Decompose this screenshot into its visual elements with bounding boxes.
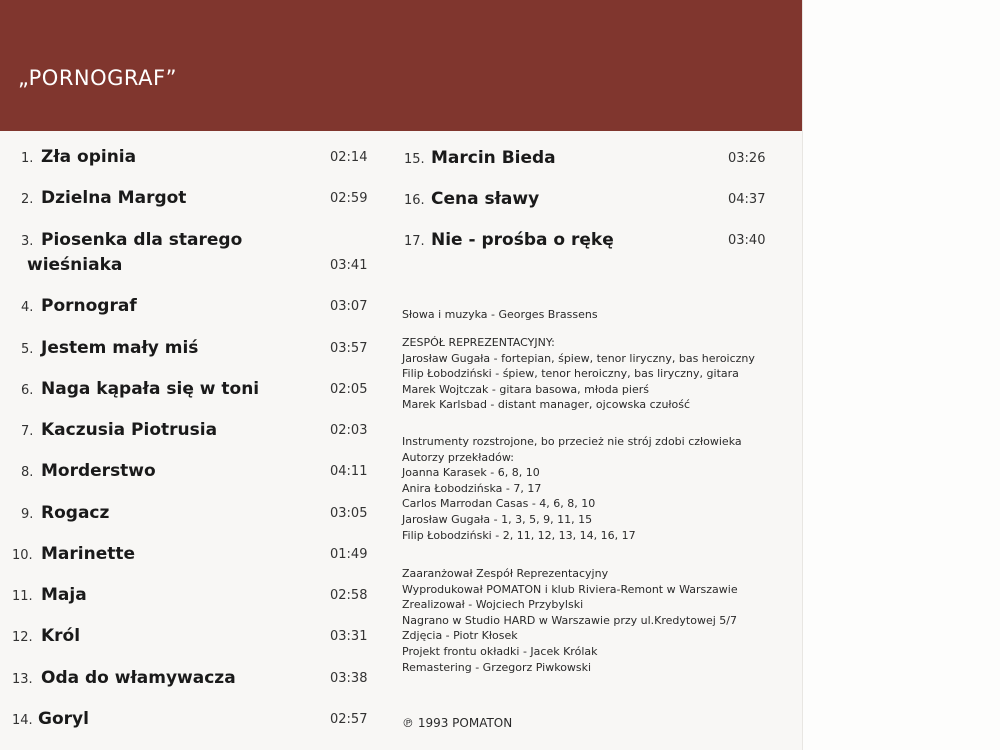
track-number: 13. bbox=[12, 672, 33, 687]
track-number: 17. bbox=[404, 234, 425, 249]
track-row bbox=[12, 668, 381, 696]
track-duration: 01:49 bbox=[330, 547, 368, 562]
track-title: Marcin Bieda bbox=[431, 148, 556, 168]
track-number: 5. bbox=[21, 342, 34, 357]
track-row bbox=[12, 585, 381, 613]
track-title: Rogacz bbox=[41, 503, 110, 523]
track-title: Marinette bbox=[41, 544, 136, 564]
production-line: Zaaranżował Zespół Reprezentacyjny bbox=[402, 567, 609, 580]
production-line: Zrealizował - Wojciech Przybylski bbox=[402, 598, 584, 612]
track-title: Morderstwo bbox=[41, 461, 156, 481]
track-row bbox=[21, 296, 381, 324]
track-duration: 03:31 bbox=[330, 629, 368, 644]
track-duration: 02:57 bbox=[330, 712, 368, 727]
track-duration: 04:37 bbox=[728, 192, 766, 207]
translator: Carlos Marrodan Casas - 4, 6, 8, 10 bbox=[402, 497, 596, 511]
track-row bbox=[21, 461, 381, 489]
translator: Joanna Karasek - 6, 8, 10 bbox=[402, 466, 540, 480]
track-duration: 03:40 bbox=[728, 233, 766, 248]
track-number: 1. bbox=[21, 151, 34, 166]
track-number: 15. bbox=[404, 152, 425, 167]
track-title: Cena sławy bbox=[431, 189, 540, 209]
translator: Jarosław Gugała - 1, 3, 5, 9, 11, 15 bbox=[402, 512, 593, 526]
track-number: 10. bbox=[12, 548, 33, 563]
title-banner bbox=[0, 0, 802, 131]
track-duration: 02:03 bbox=[330, 423, 368, 438]
track-title-continued: wieśniaka bbox=[27, 255, 123, 275]
band-member: Marek Wojtczak - gitara basowa, młoda pierś bbox=[402, 382, 649, 396]
translators-header: Autorzy przekładów: bbox=[402, 450, 514, 464]
credits-translators bbox=[402, 434, 742, 543]
copyright-text: ℗ 1993 POMATON bbox=[402, 716, 513, 730]
track-title: Nie - prośba o rękę bbox=[431, 230, 614, 250]
track-title: Dzielna Margot bbox=[41, 188, 187, 208]
track-number: 2. bbox=[21, 192, 34, 207]
production-line: Remastering - Grzegorz Piwkowski bbox=[402, 660, 592, 674]
track-title: Zła opinia bbox=[41, 147, 137, 167]
production-line: Nagrano w Studio HARD w Warszawie przy ul.Kredytowej 5/7 bbox=[402, 613, 737, 627]
track-row bbox=[21, 230, 381, 280]
track-title: Król bbox=[41, 626, 81, 646]
track-number: 7. bbox=[21, 424, 34, 439]
track-row bbox=[404, 148, 774, 176]
credits-production bbox=[402, 566, 738, 675]
track-number: 11. bbox=[12, 589, 33, 604]
track-number: 12. bbox=[12, 630, 33, 645]
track-row bbox=[21, 503, 381, 531]
production-line: Wyprodukował POMATON i klub Riviera-Remont w Warszawie bbox=[402, 582, 738, 596]
page-margin bbox=[802, 0, 1000, 750]
translator: Anira Łobodzińska - 7, 17 bbox=[402, 481, 542, 495]
track-title: Goryl bbox=[38, 709, 89, 729]
track-row bbox=[21, 338, 381, 366]
track-duration: 03:38 bbox=[330, 671, 368, 686]
track-row bbox=[21, 147, 381, 175]
track-row bbox=[12, 709, 381, 737]
track-number: 14. bbox=[12, 713, 33, 728]
track-duration: 03:41 bbox=[330, 258, 368, 273]
band-member: Jarosław Gugała - fortepian, śpiew, tenor liryczny, bas heroiczny bbox=[402, 351, 755, 365]
band-header: ZESPÓŁ REPREZENTACYJNY: bbox=[402, 336, 555, 349]
track-duration: 02:59 bbox=[330, 191, 368, 206]
production-line: Projekt frontu okładki - Jacek Królak bbox=[402, 644, 598, 658]
track-duration: 02:05 bbox=[330, 382, 368, 397]
track-row bbox=[21, 420, 381, 448]
album-title: „PORNOGRAF” bbox=[18, 66, 177, 90]
track-number: 9. bbox=[21, 507, 34, 522]
credit-line: Słowa i muzyka - Georges Brassens bbox=[402, 308, 598, 321]
track-duration: 03:26 bbox=[728, 151, 766, 166]
track-row bbox=[404, 189, 774, 217]
production-line: Zdjęcia - Piotr Kłosek bbox=[402, 629, 518, 643]
copyright-notice bbox=[402, 716, 512, 732]
track-title: Pornograf bbox=[41, 296, 137, 316]
track-title: Oda do włamywacza bbox=[41, 668, 236, 688]
track-duration: 03:05 bbox=[330, 506, 368, 521]
track-number: 4. bbox=[21, 300, 34, 315]
track-title: Kaczusia Piotrusia bbox=[41, 420, 218, 440]
track-duration: 03:07 bbox=[330, 299, 368, 314]
track-row bbox=[21, 379, 381, 407]
credits-band bbox=[402, 335, 755, 413]
track-row bbox=[12, 626, 381, 654]
track-duration: 03:57 bbox=[330, 341, 368, 356]
track-duration: 02:58 bbox=[330, 588, 368, 603]
track-row bbox=[21, 188, 381, 216]
track-duration: 04:11 bbox=[330, 464, 368, 479]
band-member: Filip Łobodziński - śpiew, tenor heroiczny, bas liryczny, gitara bbox=[402, 367, 739, 381]
track-duration: 02:14 bbox=[330, 150, 368, 165]
translator: Filip Łobodziński - 2, 11, 12, 13, 14, 16, 17 bbox=[402, 528, 636, 542]
instruments-note: Instrumenty rozstrojone, bo przecież nie strój zdobi człowieka bbox=[402, 435, 742, 448]
track-title: Piosenka dla starego bbox=[41, 230, 243, 250]
track-number: 8. bbox=[21, 465, 34, 480]
track-title: Jestem mały miś bbox=[41, 338, 199, 358]
credits-words-music bbox=[402, 307, 598, 323]
band-member: Marek Karlsbad - distant manager, ojcowska czułość bbox=[402, 398, 691, 412]
track-row bbox=[12, 544, 381, 572]
track-title: Naga kąpała się w toni bbox=[41, 379, 260, 399]
track-number: 16. bbox=[404, 193, 425, 208]
track-row bbox=[404, 230, 774, 258]
track-number: 6. bbox=[21, 383, 34, 398]
track-number: 3. bbox=[21, 234, 34, 249]
track-title: Maja bbox=[41, 585, 87, 605]
